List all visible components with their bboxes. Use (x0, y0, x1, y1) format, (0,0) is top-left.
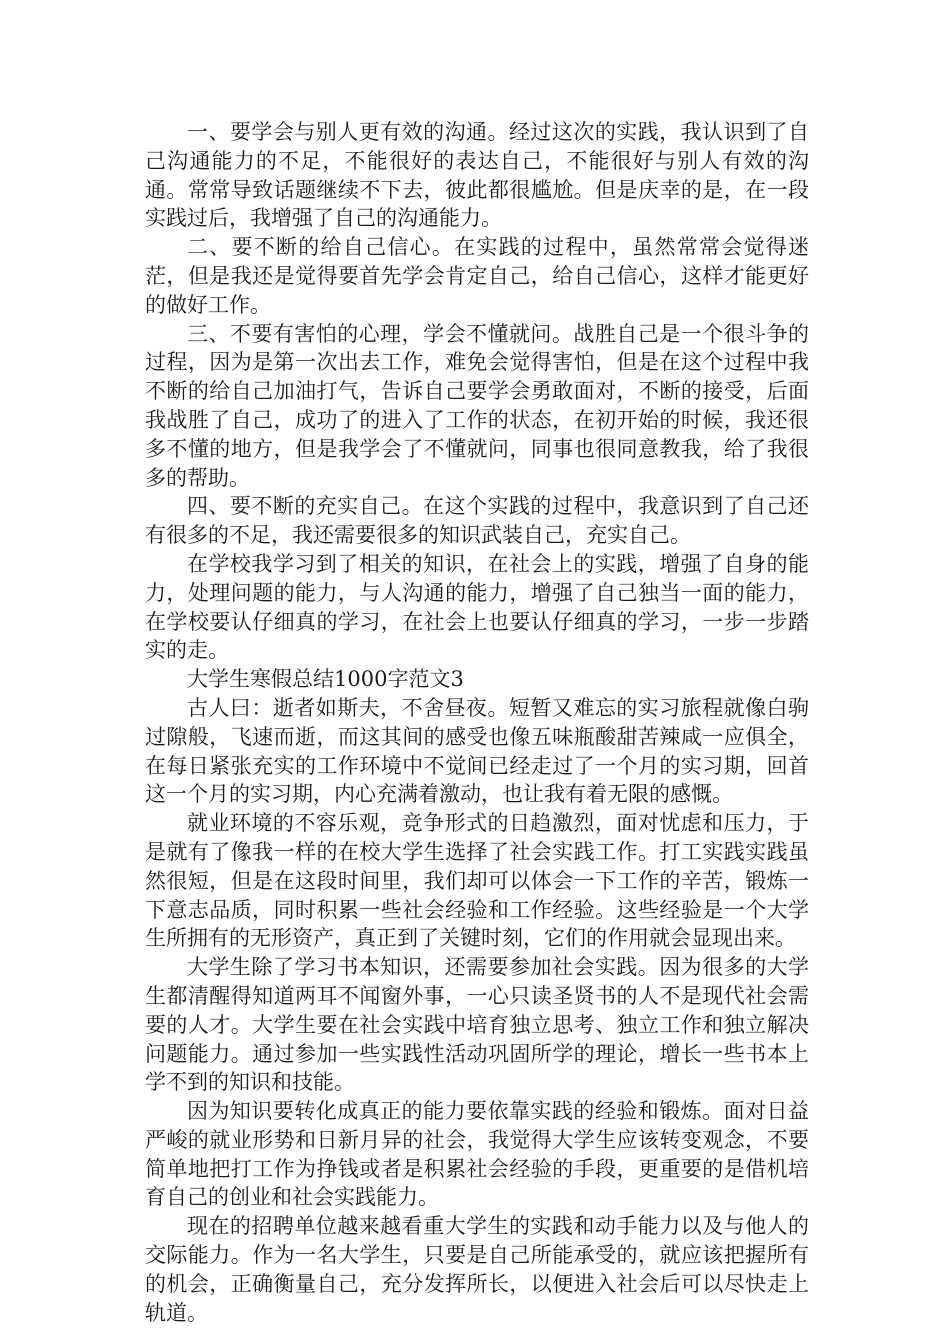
paragraph-self-confidence: 二、要不断的给自己信心。在实践的过程中，虽然常常会觉得迷茫，但是我还是觉得要首先学会肯定自己，给自己信心，这样才能更好的做好工作。 (145, 235, 809, 317)
paragraph-ancients-said: 古人曰：逝者如斯夫，不舍昼夜。短暂又难忘的实习旅程就像白驹过隙般，飞速而逝，而这其间的感受也像五味瓶酸甜苦辣咸一应俱全，在每日紧张充实的工作环境中不觉间已经走过了一个月的实习期，回首这一个月的实习期，内心充满着激动，也让我有着无限的感慨。 (145, 695, 809, 807)
paragraph-communication: 一、要学会与别人更有效的沟通。经过这次的实践，我认识到了自己沟通能力的不足，不能很好的表达自己，不能很好与别人有效的沟通。常常导致话题继续不下去，彼此都很尴尬。但是庆幸的是，在一段实践过后，我增强了自己的沟通能力。 (145, 120, 809, 231)
paragraph-employment-environment: 就业环境的不容乐观，竞争形式的日趋激烈，面对忧虑和压力，于是就有了像我一样的在校大学生选择了社会实践工作。打工实践实践虽然很短，但是在这段时间里，我们却可以体会一下工作的辛苦，锻炼一下意志品质，同时积累一些社会经验和工作经验。这些经验是一个大学生所拥有的无形资产，真正到了关键时刻，它们的作用就会显现出来。 (145, 811, 809, 951)
paragraph-no-fear: 三、不要有害怕的心理，学会不懂就问。战胜自己是一个很斗争的过程，因为是第一次出去工作，难免会觉得害怕，但是在这个过程中我不断的给自己加油打气，告诉自己要学会勇敢面对，不断的接受，后面我战胜了自己，成功了的进入了工作的状态，在初开始的时候，我还很多不懂的地方，但是我学会了不懂就问，同事也很同意教我，给了我很多的帮助。 (145, 321, 809, 490)
section-heading: 大学生寒假总结1000字范文3 (187, 667, 464, 692)
paragraph-knowledge-to-ability: 因为知识要转化成真正的能力要依靠实践的经验和锻炼。面对日益严峻的就业形势和日新月异的社会，我觉得大学生应该转变观念，不要简单地把打工作为挣钱或者是积累社会经验的手段，更重要的是借机培育自己的创业和社会实践能力。 (145, 1099, 809, 1210)
paragraph-recruiting-units: 现在的招聘单位越来越看重大学生的实践和动手能力以及与他人的交际能力。作为一名大学生，只要是自己所能承受的，就应该把握所有的机会，正确衡量自己，充分发挥所长，以便进入社会后可以尽快走上轨道。 (145, 1214, 809, 1325)
paragraph-enrich-self: 四、要不断的充实自己。在这个实践的过程中，我意识到了自己还有很多的不足，我还需要很多的知识武装自己，充实自己。 (145, 494, 809, 548)
document-body (145, 118, 809, 1327)
paragraph-school-learning: 在学校我学习到了相关的知识，在社会上的实践，增强了自身的能力，处理问题的能力，与人沟通的能力，增强了自己独当一面的能力，在学校要认仔细真的学习，在社会上也要认仔细真的学习，一步一步踏实的走。 (145, 551, 809, 663)
paragraph-social-practice: 大学生除了学习书本知识，还需要参加社会实践。因为很多的大学生都清醒得知道两耳不闻窗外事，一心只读圣贤书的人不是现代社会需要的人才。大学生要在社会实践中培育独立思考、独立工作和独立解决问题能力。通过参加一些实践性活动巩固所学的理论，增长一些书本上学不到的知识和技能。 (145, 955, 809, 1095)
